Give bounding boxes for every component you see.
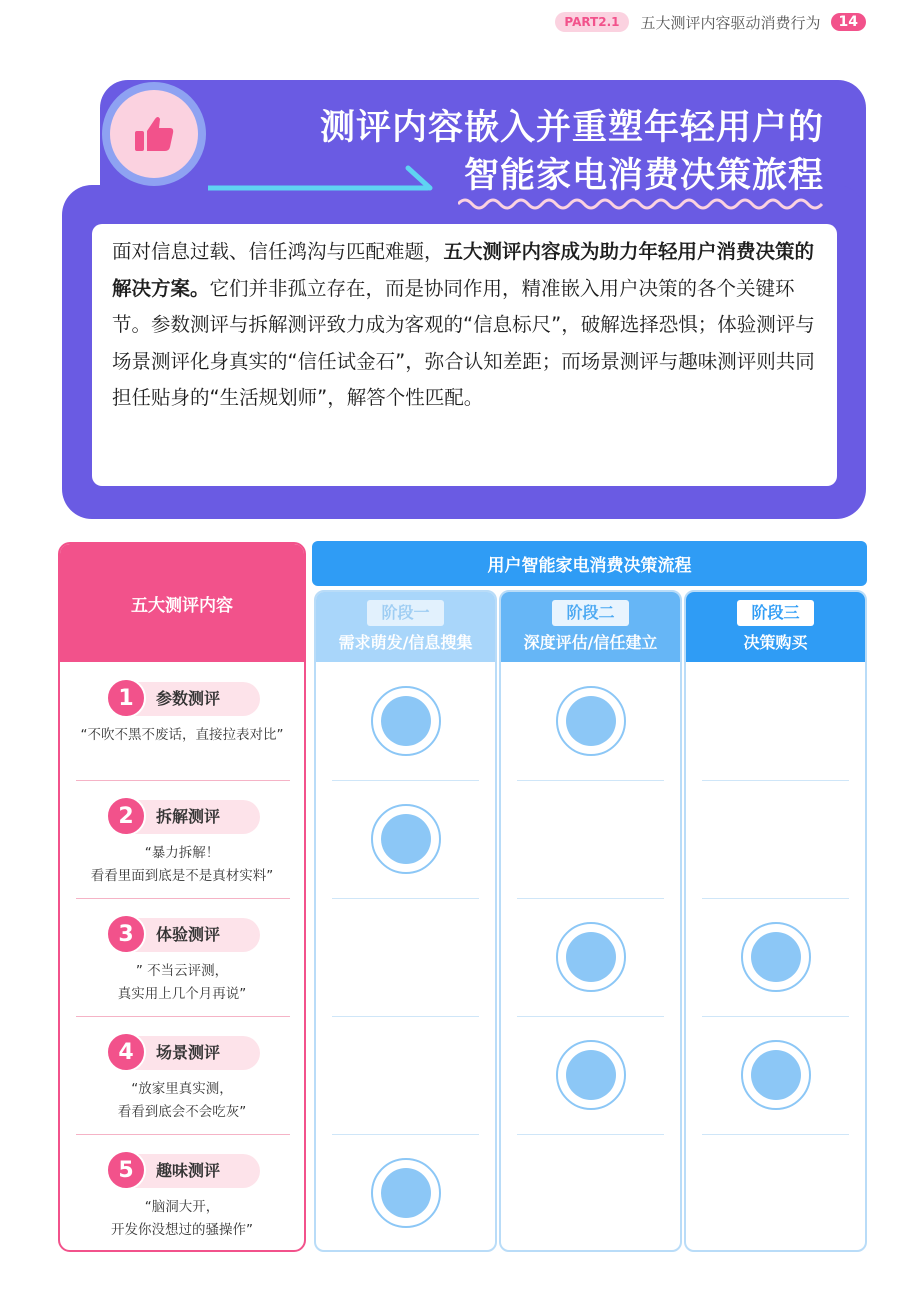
review-name: 体验测评 — [156, 925, 221, 944]
stage-marker-dot — [556, 922, 626, 992]
stage-subtitle: 决策购买 — [743, 633, 808, 652]
stage-tag: 阶段一 — [367, 600, 443, 626]
stage-column-3 — [684, 590, 867, 1252]
grid-divider — [332, 1134, 479, 1135]
review-quote — [60, 1078, 304, 1124]
paragraph-highlight: 五大测评内容成为助力年轻用户消费决策的解决方案。 — [112, 240, 815, 300]
grid-divider — [332, 1016, 479, 1017]
row-number: 2 — [106, 796, 146, 836]
stage-column-1 — [314, 590, 497, 1252]
review-quote — [60, 842, 304, 888]
hero-title-line2: 智能家电消费决策旅程 — [463, 156, 824, 196]
arrow-right-icon — [208, 164, 436, 194]
hero-title-line1: 测评内容嵌入并重塑年轻用户的 — [319, 108, 824, 148]
stage-marker-dot — [741, 1040, 811, 1110]
stage-marker-dot — [741, 922, 811, 992]
review-name: 拆解测评 — [156, 807, 221, 826]
stage-marker-dot — [371, 686, 441, 756]
review-row — [60, 662, 304, 780]
grid-divider — [332, 898, 479, 899]
row-number: 5 — [106, 1150, 146, 1190]
review-row — [60, 1016, 304, 1134]
quote-line: “脑洞大开， — [144, 1199, 220, 1215]
thumbs-up-icon — [110, 90, 198, 178]
quote-line: “不吹不黑不废话，直接拉表对比” — [80, 727, 284, 743]
grid-divider — [702, 898, 849, 899]
page-number: 14 — [831, 13, 866, 31]
stage-marker-dot — [556, 686, 626, 756]
paragraph-intro: 面对信息过载、信任鸿沟与匹配难题， — [112, 240, 444, 263]
review-name: 参数测评 — [156, 689, 221, 708]
stage-subtitle: 需求萌发/信息搜集 — [338, 633, 473, 652]
review-name: 趣味测评 — [156, 1161, 221, 1180]
page-header — [555, 8, 866, 36]
quote-line: 真实用上几个月再说” — [117, 986, 247, 1002]
stage-header — [316, 592, 495, 662]
stage-tag: 阶段二 — [552, 600, 628, 626]
wave-underline — [458, 196, 826, 212]
quote-line: ” 不当云评测， — [135, 963, 229, 979]
quote-line: 看看到底会不会吃灰” — [117, 1104, 247, 1120]
decision-flow-header: 用户智能家电消费决策流程 — [312, 541, 867, 586]
section-title: 五大测评内容驱动消费行为 — [640, 13, 821, 32]
grid-divider — [517, 898, 664, 899]
grid-divider — [517, 1134, 664, 1135]
quote-line: 看看里面到底是不是真材实料” — [90, 868, 274, 884]
hero-paragraph — [92, 224, 837, 486]
review-row — [60, 780, 304, 898]
stage-tag: 阶段三 — [737, 600, 813, 626]
stage-column-2 — [499, 590, 682, 1252]
review-name: 场景测评 — [156, 1043, 221, 1062]
review-types-header: 五大测评内容 — [60, 544, 304, 662]
quote-line: 开发你没想过的骚操作” — [111, 1222, 253, 1238]
stage-marker-dot — [371, 804, 441, 874]
grid-divider — [702, 1016, 849, 1017]
review-row — [60, 898, 304, 1016]
stage-subtitle: 深度评估/信任建立 — [523, 633, 658, 652]
stage-marker-dot — [556, 1040, 626, 1110]
quote-line: “暴力拆解！ — [144, 845, 220, 861]
stage-header — [686, 592, 865, 662]
review-types-column — [58, 542, 306, 1252]
row-number: 1 — [106, 678, 146, 718]
review-quote — [60, 960, 304, 1006]
quote-line: “放家里真实测， — [131, 1081, 233, 1097]
row-number: 4 — [106, 1032, 146, 1072]
paragraph-body: 它们并非孤立存在，而是协同作用，精准嵌入用户决策的各个关键环节。参数测评与拆解测评致力成为客观的“信息标尺”，破解选择恐惧；体验测评与场景测评化身真实的“信任试金石”，弥合认知差距；而场景测评与趣味测评则共同担任贴身的“生活规划师”，解答个性匹配。 — [112, 276, 815, 410]
grid-divider — [702, 780, 849, 781]
grid-divider — [517, 780, 664, 781]
section-tag: PART2.1 — [555, 12, 628, 32]
review-row — [60, 1134, 304, 1252]
grid-divider — [702, 1134, 849, 1135]
row-number: 3 — [106, 914, 146, 954]
stage-marker-dot — [371, 1158, 441, 1228]
review-quote — [60, 724, 304, 747]
grid-divider — [517, 1016, 664, 1017]
stage-header — [501, 592, 680, 662]
review-quote — [60, 1196, 304, 1242]
grid-divider — [332, 780, 479, 781]
